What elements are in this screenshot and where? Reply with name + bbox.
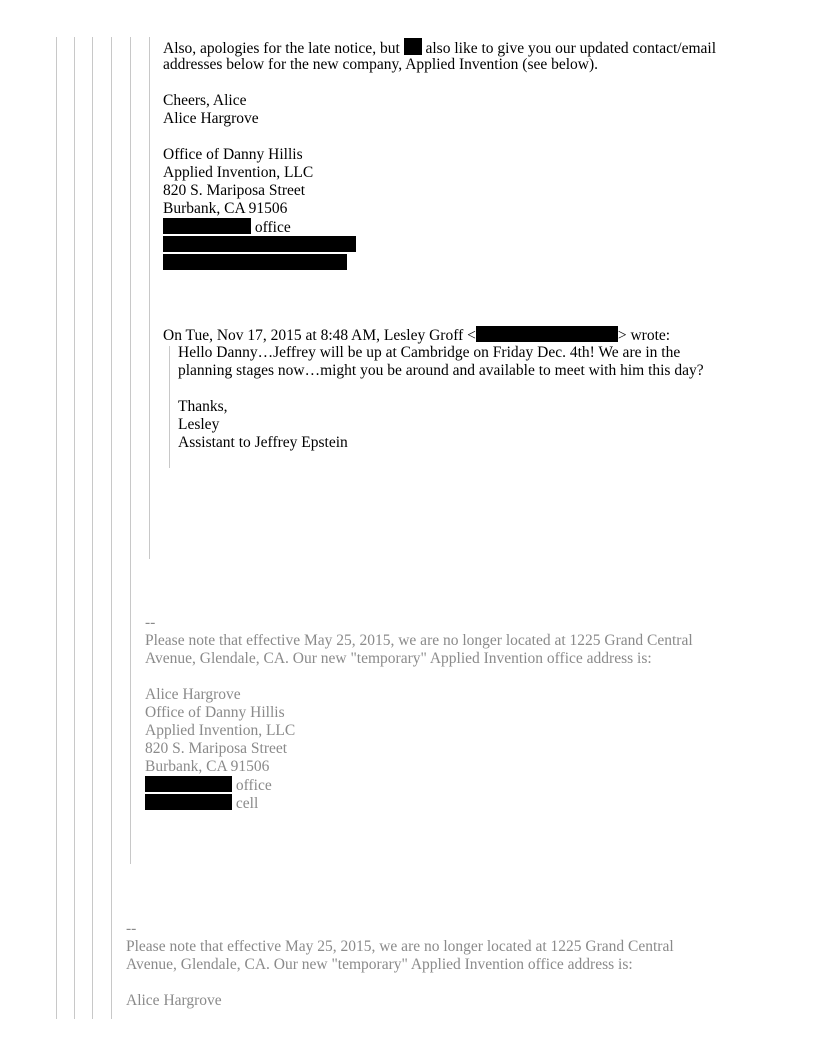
footer-1-office-label: office (235, 777, 272, 794)
quoted-header-b: > wrote: (617, 327, 671, 344)
footer-1-cell-label: cell (235, 795, 259, 812)
footer-2-name: Alice Hargrove (126, 992, 222, 1009)
footer-1-dashes: -- (145, 614, 156, 631)
quoted-header (163, 326, 670, 345)
footer-2-note-2: Avenue, Glendale, CA. Our new "temporary" Applied Invention office address is: (126, 956, 633, 973)
signoff-name: Alice Hargrove (163, 110, 259, 127)
intro-text-b: also like to give you our updated contact/email (425, 40, 717, 57)
quote-bar-5 (130, 37, 131, 864)
footer-1-office-line (145, 776, 272, 795)
quoted-title: Assistant to Jeffrey Epstein (178, 434, 348, 451)
quote-bar-3 (92, 37, 93, 1019)
footer-2-dashes: -- (126, 920, 137, 937)
footer-1-cell-line (145, 794, 258, 813)
redaction-box (163, 218, 251, 234)
footer-2-note-1: Please note that effective May 25, 2015, we are no longer located at 1225 Grand Central (126, 938, 674, 955)
signoff-cheers: Cheers, Alice (163, 92, 247, 109)
quoted-body-2: planning stages now…might you be around and available to meet with him this day? (178, 362, 704, 379)
quote-bar-4 (111, 37, 112, 1019)
redaction-box (145, 776, 232, 792)
quoted-name: Lesley (178, 416, 220, 433)
quote-bar-1 (56, 37, 57, 1019)
redaction-box (476, 326, 618, 342)
quoted-body-1: Hello Danny…Jeffrey will be up at Cambridge on Friday Dec. 4th! We are in the (178, 344, 681, 361)
footer-1-note-2: Avenue, Glendale, CA. Our new "temporary" Applied Invention office address is: (145, 650, 652, 667)
signature-street: 820 S. Mariposa Street (163, 182, 306, 199)
redaction-box (404, 38, 422, 55)
signature-office-of: Office of Danny Hillis (163, 146, 303, 163)
footer-1-note-1: Please note that effective May 25, 2015, we are no longer located at 1225 Grand Central (145, 632, 693, 649)
quote-bar-7 (169, 346, 170, 468)
footer-1-city: Burbank, CA 91506 (145, 758, 270, 775)
redaction-box (145, 794, 232, 810)
intro-text-a: Also, apologies for the late notice, but (163, 40, 400, 57)
office-label: office (254, 219, 291, 236)
quote-bar-2 (74, 37, 75, 1019)
redaction-box (163, 236, 356, 252)
intro-line-1 (163, 38, 716, 58)
signature-city: Burbank, CA 91506 (163, 200, 288, 217)
intro-line-2: addresses below for the new company, Applied Invention (see below). (163, 56, 599, 73)
quote-bar-6 (149, 37, 150, 559)
footer-1-street: 820 S. Mariposa Street (145, 740, 288, 757)
footer-1-name: Alice Hargrove (145, 686, 241, 703)
signature-office-line (163, 218, 291, 237)
quoted-header-a: On Tue, Nov 17, 2015 at 8:48 AM, Lesley Groff < (163, 327, 476, 344)
footer-1-company: Applied Invention, LLC (145, 722, 296, 739)
signature-company: Applied Invention, LLC (163, 164, 314, 181)
quoted-thanks: Thanks, (178, 398, 228, 415)
redaction-box (163, 254, 347, 270)
footer-1-office-of: Office of Danny Hillis (145, 704, 285, 721)
